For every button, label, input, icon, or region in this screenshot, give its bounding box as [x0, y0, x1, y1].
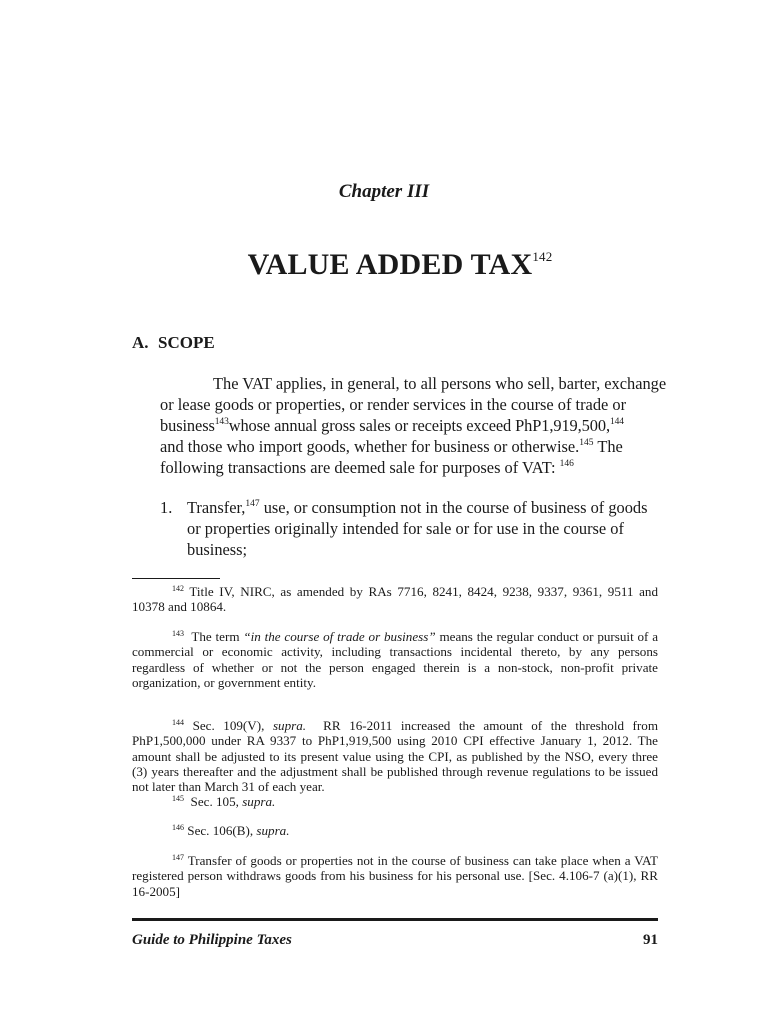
chapter-heading: Chapter III: [338, 181, 430, 202]
paragraph-line-2: or lease goods or properties, or render services in the course of trade or: [160, 395, 627, 414]
footnote-number: 145: [172, 794, 184, 803]
title-text: VALUE ADDED TAX: [247, 248, 533, 281]
paragraph-text: whose annual gross sales or receipts exceed PhP1,919,500,: [228, 416, 610, 435]
footnote-italic: supra.: [242, 794, 276, 809]
footnote-ref-146: 146: [559, 459, 574, 469]
footnote-text: Sec. 105,: [190, 794, 239, 809]
paragraph-line-5: [160, 458, 574, 478]
list-item-line-2: or properties originally intended for sale or for use in the course of: [187, 519, 624, 538]
footnote-146: [132, 823, 658, 838]
footnote-text: means the regular conduct or pursuit of a commercial or economic activity, including transactions incidental thereto, by any persons regardless of whether or not the person engaged therein is a non-stock, non-profit private organization, or government entity.: [132, 629, 659, 690]
footnote-147: [132, 853, 658, 899]
footnote-italic: supra.: [256, 823, 290, 838]
footnote-144: [132, 718, 658, 794]
paragraph-line-1: The VAT applies, in general, to all persons who sell, barter, exchange: [213, 374, 667, 393]
footnote-number: 142: [172, 584, 184, 593]
list-item-line-3: business;: [187, 540, 248, 559]
page-number: 91: [643, 932, 658, 948]
footnote-ref-147: 147: [245, 499, 260, 509]
footnote-italic: “in the course of trade or business”: [243, 629, 436, 644]
paragraph-text: The: [597, 437, 623, 456]
paragraph-line-4: [160, 437, 623, 457]
footnote-italic: supra.: [272, 718, 307, 733]
list-item-text: use, or consumption not in the course of business of goods: [263, 498, 648, 517]
section-heading: [132, 333, 215, 353]
footnote-text: RR 16-2011 increased the amount of the threshold from PhP1,500,000 under RA 9337 to PhP1,919,500 using 2010 CPI effective January 1, 2012. The amount shall be adjusted to its present value using the CPI, as published by the NSO, every three (3) years thereafter and the adjustment shall be published through revenue regulations to be issued not later than March 31 of each year.: [132, 718, 659, 795]
footnote-ref-143: 143: [214, 417, 229, 427]
paragraph-text: business: [160, 416, 215, 435]
footnote-number: 144: [172, 718, 184, 727]
footnote-text: Sec. 106(B),: [187, 823, 254, 838]
footnote-divider: [132, 578, 220, 579]
footnote-text: Title IV, NIRC, as amended by RAs 7716, 8241, 8424, 9238, 9337, 9361, 9511 and 10378 and 10864.: [132, 584, 658, 615]
footnote-142: [132, 584, 658, 615]
list-item-text: Transfer,: [187, 498, 246, 517]
section-title: SCOPE: [158, 333, 215, 352]
footnote-number: 143: [172, 629, 184, 638]
footer-divider: [132, 918, 658, 921]
footnote-ref-144: 144: [609, 417, 624, 427]
footnote-145: [132, 794, 658, 809]
paragraph-text: and those who import goods, whether for business or otherwise.: [160, 437, 580, 456]
footnote-text: Transfer of goods or properties not in the course of business can take place when a VAT registered person withdraws goods from his business for his personal use. [Sec. 4.106-7 (a)(1), RR 16-2005]: [132, 853, 658, 899]
footnote-text: The term: [191, 629, 240, 644]
footnote-ref-145: 145: [579, 438, 594, 448]
list-item-number: 1.: [160, 498, 173, 517]
footnote-number: 147: [172, 853, 184, 862]
section-letter: A.: [132, 333, 149, 352]
footnote-143: [132, 629, 658, 690]
page-title: [0, 248, 768, 282]
paragraph-text: following transactions are deemed sale for purposes of VAT:: [160, 458, 556, 477]
paragraph-line-3: [160, 416, 624, 436]
footer-book-title: Guide to Philippine Taxes: [132, 932, 292, 948]
footnote-text: Sec. 109(V),: [192, 718, 265, 733]
footnote-number: 146: [172, 823, 184, 832]
list-item-line-1: [187, 498, 648, 518]
title-footnote-ref: 142: [532, 249, 553, 264]
